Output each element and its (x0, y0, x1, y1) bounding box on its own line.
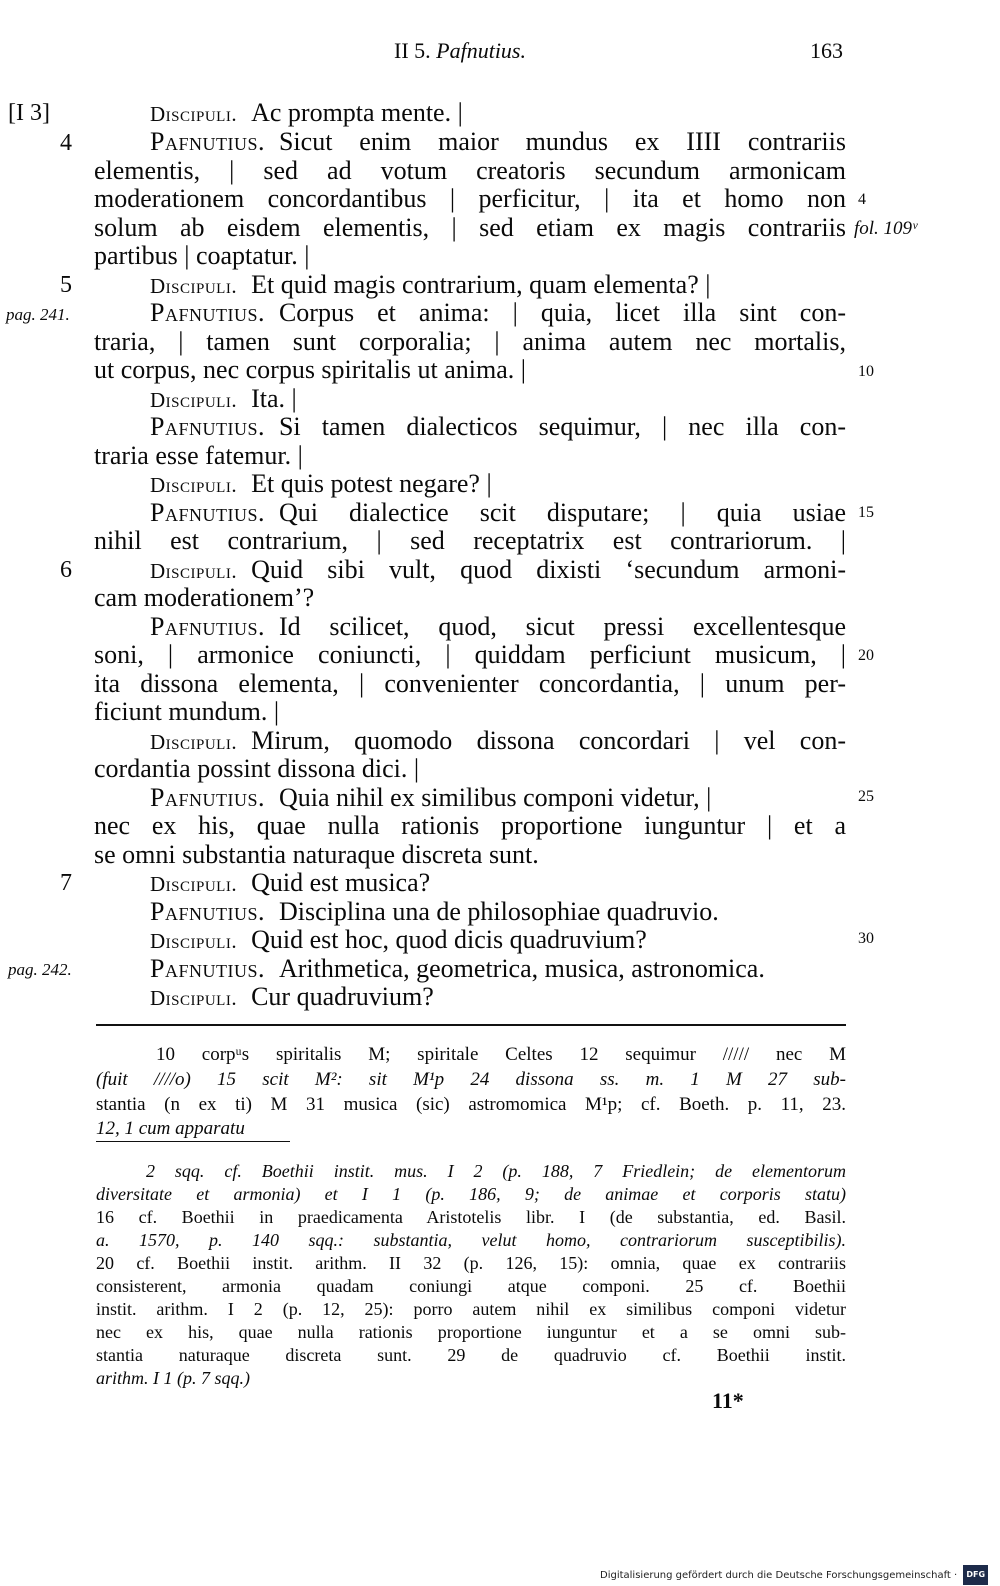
dialogue-line: traria, | tamen sunt corporalia; | anima autem nec mortalis, (94, 327, 846, 356)
dialogue-line: Pafnutius. Qui dialectice scit disputare; | quia usiae (150, 498, 846, 527)
dialogue-line: Discipuli. Et quis potest negare? | (150, 469, 492, 498)
source-note-line: diversitate et armonia) et I 1 (p. 186, 9; de animae et corporis statu) (96, 1184, 846, 1204)
dialogue-line: partibus | coaptatur. | (94, 241, 310, 270)
dialogue-line: cam moderationem’? (94, 583, 315, 612)
dialogue-line: Discipuli. Quid sibi vult, quod dixisti ‘secundum armoni- (150, 555, 846, 584)
dialogue-line: Pafnutius. Quia nihil ex similibus componi videtur, | (150, 783, 712, 812)
section-number: 5 (60, 272, 72, 298)
dialogue-line: nec ex his, quae nulla rationis proportione iunguntur | et a (94, 811, 846, 840)
source-note-line: 2 sqq. cf. Boethii instit. mus. I 2 (p. 188, 7 Friedlein; de elementorum (146, 1161, 846, 1181)
dialogue-line: ficiunt mundum. | (94, 697, 280, 726)
dialogue-line: soni, | armonice coniuncti, | quiddam perficiunt musicum, | (94, 640, 846, 669)
page-number: 163 (810, 38, 843, 63)
dialogue-line: ut corpus, nec corpus spiritalis ut anima. | (94, 355, 526, 384)
dialogue-line: Discipuli. Et quid magis contrarium, quam elementa? | (150, 270, 711, 299)
apparatus-underline (96, 1141, 290, 1142)
line-number: 15 (858, 504, 874, 521)
dialogue-line: Discipuli. Ita. | (150, 384, 297, 413)
dialogue-line: Pafnutius. Corpus et anima: | quia, licet illa sint con- (150, 298, 846, 327)
dialogue-line: Discipuli. Cur quadruvium? (150, 982, 434, 1011)
dialogue-line: se omni substantia naturaque discreta sunt. (94, 840, 539, 869)
dialogue-line: Discipuli. Ac prompta mente. | (150, 98, 463, 127)
section-marker: [I 3] (8, 100, 50, 126)
dialogue-line: Pafnutius. Si tamen dialecticos sequimur, | nec illa con- (150, 412, 846, 441)
digitization-footer (600, 1565, 986, 1583)
dialogue-line: Pafnutius. Sicut enim maior mundus ex IIII contrariis (150, 127, 846, 156)
dialogue-line: Pafnutius. Id scilicet, quod, sicut pressi excellentesque (150, 612, 846, 641)
dialogue-line: Discipuli. Quid est musica? (150, 868, 431, 897)
dialogue-line: elementis, | sed ad votum creatoris secundum armonicam (94, 156, 846, 185)
source-note-line: consisterent, armonia quadam coniungi atque componi. 25 cf. Boethii (96, 1276, 846, 1296)
source-note-line: 16 cf. Boethii in praedicamenta Aristotelis libr. I (de substantia, ed. Basil. (96, 1207, 846, 1227)
source-note-line: a. 1570, p. 140 sqq.: substantia, velut homo, contrariorum susceptibilis). (96, 1230, 846, 1250)
section-number: 7 (60, 870, 72, 896)
section-number: 6 (60, 557, 72, 583)
running-header (0, 38, 1000, 68)
folio-reference: fol. 109ᵛ (854, 218, 918, 239)
footer-text: Digitalisierung gefördert durch die Deutsche Forschungsgemeinschaft · (600, 1570, 958, 1581)
dialogue-line: nihil est contrarium, | sed receptatrix est contrariorum. | (94, 526, 846, 555)
dialogue-line: Discipuli. Quid est hoc, quod dicis quadruvium? (150, 925, 647, 954)
line-number: 30 (858, 930, 874, 947)
page-reference: pag. 241. (6, 305, 70, 324)
source-note-line: 20 cf. Boethii instit. arithm. II 32 (p. 126, 15): omnia, quae ex contrariis (96, 1253, 846, 1273)
dialogue-line: moderationem concordantibus | perficitur, | ita et homo non (94, 184, 846, 213)
footnote-divider (96, 1024, 846, 1026)
signature-mark: 11* (712, 1388, 744, 1413)
apparatus-line: 10 corpᵘs spiritalis M; spiritale Celtes 12 sequimur ///// nec M (156, 1044, 846, 1065)
source-note-line: nec ex his, quae nulla rationis proportione iunguntur et a se omni sub- (96, 1322, 846, 1342)
page-reference: pag. 242. (8, 960, 72, 979)
dialogue-line: Pafnutius. Disciplina una de philosophiae quadruvio. (150, 897, 719, 926)
source-note-line: arithm. I 1 (p. 7 sqq.) (96, 1368, 250, 1388)
dialogue-line: solum ab eisdem elementis, | sed etiam ex magis contrariis (94, 213, 846, 242)
dialogue-line: Discipuli. Mirum, quomodo dissona concordari | vel con- (150, 726, 846, 755)
line-number: 4 (858, 191, 866, 208)
dfg-logo-icon: DFG (963, 1565, 988, 1585)
line-number: 25 (858, 788, 874, 805)
running-title: II 5. Pafnutius. (394, 38, 526, 63)
section-number: 4 (60, 130, 72, 156)
dialogue-line: Pafnutius. Arithmetica, geometrica, musica, astronomica. (150, 954, 765, 983)
dialogue-line: ita dissona elementa, | convenienter concordantia, | unum per- (94, 669, 846, 698)
source-note-line: stantia naturaque discreta sunt. 29 de quadruvio cf. Boethii instit. (96, 1345, 846, 1365)
dialogue-line: traria esse fatemur. | (94, 441, 303, 470)
dialogue-line: cordantia possint dissona dici. | (94, 754, 420, 783)
apparatus-line: (fuit ////o) 15 scit M²: sit M¹p 24 dissona ss. m. 1 M 27 sub- (96, 1069, 846, 1090)
line-number: 20 (858, 647, 874, 664)
apparatus-line: stantia (n ex ti) M 31 musica (sic) astromomica M¹p; cf. Boeth. p. 11, 23. (96, 1094, 846, 1115)
line-number: 10 (858, 363, 874, 380)
apparatus-line: 12, 1 cum apparatu (96, 1118, 245, 1139)
source-note-line: instit. arithm. I 2 (p. 12, 25): porro autem nihil ex similibus componi videtur (96, 1299, 846, 1319)
